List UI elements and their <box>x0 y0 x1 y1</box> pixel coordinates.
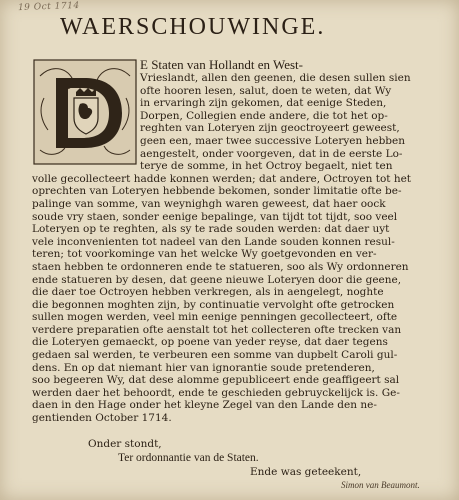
body-line: gedaen sal werden, te verbeuren een somme van dupbelt Caroli gul- <box>32 349 398 362</box>
body-line: die daer toe Octroyen hebben verkregen, als in aengelegt, noghte <box>32 286 384 299</box>
body-line: sullen mogen werden, veel min eenige penningen gecollecteert, ofte <box>32 311 398 324</box>
body-line: werden daer het behoordt, ende te geschieden gebruyckelijck is. Ge- <box>32 386 400 399</box>
body-line: Dorpen, Collegien ende andere, die tot het op- <box>140 109 388 122</box>
body-line: Vrieslandt, allen den geenen, die desen sullen sien <box>140 72 411 84</box>
closing-onder-stondt: Onder stondt, <box>88 438 162 450</box>
body-line: gentienden October 1714. <box>32 412 172 425</box>
body-line: Loteryen op te reghten, als sy te rade souden werden: dat daer uyt <box>32 223 390 236</box>
body-line: geen een, maer twee successive Loteryen hebben <box>140 134 406 147</box>
body-line: daen in den Hage onder het kleyne Zegel van den Lande den ne- <box>32 399 377 412</box>
body-line: verdere preparatien ofte aenstalt tot het collecteren ofte trecken van <box>32 323 402 336</box>
body-line: palinge van somme, van weynighgh waren geweest, dat haer oock <box>32 197 386 210</box>
body-line: ofte hooren lesen, salut, doen te weten, dat Wy <box>140 84 392 97</box>
handwritten-date-note: 19 Oct 1714 <box>17 0 80 14</box>
body-line: soo begeeren Wy, dat dese alomme gepubliceert ende geaffigeert sal <box>32 374 400 387</box>
body-line: oprechten van Loteryen hebbende bekomen, sonder limitatie ofte be- <box>32 185 402 198</box>
body-first-line: E Staten van Hollandt en West- <box>140 58 303 72</box>
body-line: volle gecollecteert hadde konnen werden; dat andere, Octroyen tot het <box>32 172 412 185</box>
closing-geteekent: Ende was geteekent, <box>250 466 362 478</box>
body-line: terye de somme, in het Octroy begaelt, niet ten <box>140 160 393 173</box>
body-line: teren; tot voorkominge van het welcke Wy goetgevonden en ver- <box>32 248 377 261</box>
body-line: dens. En op dat niemant hier van ignorantie soude pretenderen, <box>32 361 375 374</box>
body-line: in ervaringh zijn gekomen, dat eenige Steden, <box>140 97 387 110</box>
body-line: aengestelt, onder voorgeven, dat in de eerste Lo- <box>140 147 403 160</box>
body-line: staen hebben te ordonneren ende te statueren, soo als Wy ordonneren <box>32 260 409 273</box>
signature: Simon van Beaumont. <box>341 480 420 490</box>
body-line: die Loteryen gemaeckt, op poene van yeder reyse, dat daer tegens <box>32 336 388 349</box>
closing-ordonnantie: Ter ordonnantie van de Staten. <box>118 452 259 464</box>
body-line: die begonnen moghten zijn, by continuatie vervolght ofte getrocken <box>32 298 395 311</box>
proclamation-heading: WAERSCHOUWINGE. <box>60 14 326 40</box>
body-line: reghten van Loteryen zijn geoctroyeert geweest, <box>140 122 400 135</box>
proclamation-body <box>32 58 440 425</box>
body-line: ende statueren by desen, dat geene nieuwe Loteryen door die geene, <box>32 273 402 286</box>
body-line: vele inconvenienten tot nadeel van den Lande souden konnen resul- <box>32 235 395 248</box>
body-line: soude vry staen, sonder eenige bepalinge, van tijdt tot tijdt, soo veel <box>32 210 398 223</box>
